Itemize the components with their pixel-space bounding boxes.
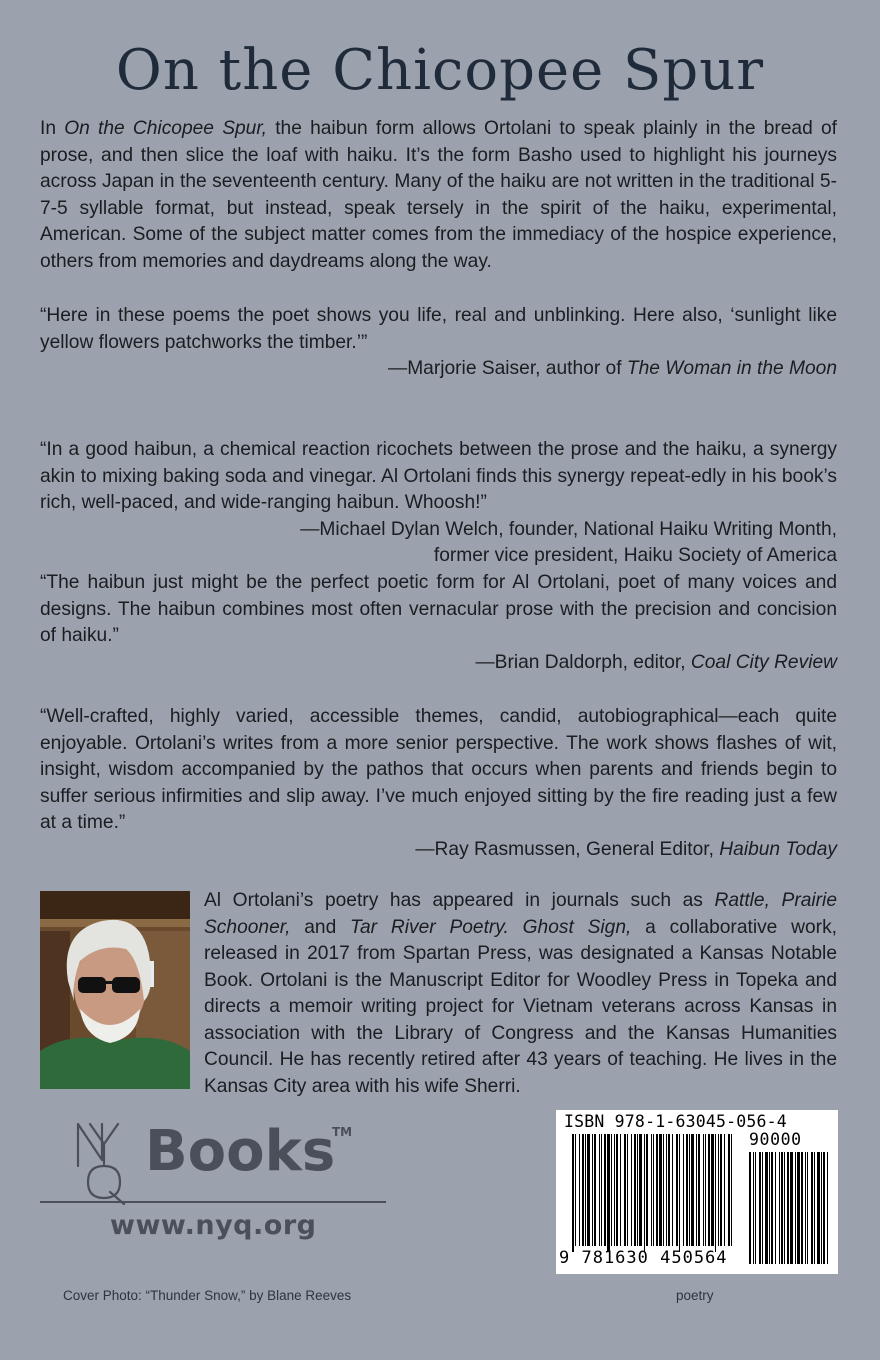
barcode-bar xyxy=(620,1134,621,1246)
barcode-bar xyxy=(691,1134,694,1246)
intro-book-title: On the Chicopee Spur, xyxy=(64,118,267,139)
blurb-attribution: —Brian Daldorph, editor, Coal City Review xyxy=(475,651,837,673)
barcode-bar xyxy=(666,1134,667,1246)
addon-bar xyxy=(755,1152,756,1264)
blurb-saiser xyxy=(40,303,837,383)
barcode-bar xyxy=(683,1134,684,1246)
blurb-rasmussen xyxy=(40,704,837,863)
addon-bar xyxy=(779,1152,780,1264)
barcode-bar xyxy=(607,1134,610,1252)
addon-bar xyxy=(821,1152,822,1264)
barcode-bar xyxy=(672,1134,673,1246)
barcode-bar xyxy=(611,1134,612,1246)
addon-bar xyxy=(827,1152,828,1264)
addon-bar xyxy=(759,1152,761,1264)
barcode-bar xyxy=(582,1134,584,1246)
addon-bar xyxy=(823,1152,825,1264)
barcode-bar xyxy=(715,1134,716,1252)
barcode-bar xyxy=(653,1134,654,1246)
blurb-welch xyxy=(40,437,837,570)
barcode-bar xyxy=(627,1134,628,1246)
isbn-label: ISBN 978-1-63045-056-4 xyxy=(564,1112,787,1131)
addon-bar xyxy=(811,1152,813,1264)
barcode-bar xyxy=(631,1134,632,1246)
addon-bar xyxy=(805,1152,806,1264)
book-title: On the Chicopee Spur xyxy=(115,38,765,103)
barcode-bar xyxy=(718,1134,719,1246)
barcode-bar xyxy=(663,1134,664,1246)
barcode-bar xyxy=(646,1134,648,1246)
barcode-bar xyxy=(585,1134,586,1246)
addon-bar xyxy=(807,1152,808,1264)
barcode-bar xyxy=(634,1134,636,1246)
addon-bar xyxy=(775,1152,776,1264)
barcode-bar xyxy=(689,1134,690,1246)
addon-bar xyxy=(801,1152,803,1264)
barcode-bar xyxy=(579,1134,580,1246)
addon-bar xyxy=(814,1152,815,1264)
isbn-barcode xyxy=(556,1110,838,1274)
cover-photo-credit: Cover Photo: “Thunder Snow,” by Blane Reeves xyxy=(63,1288,352,1303)
author-photo xyxy=(40,891,190,1089)
barcode-bar xyxy=(614,1134,615,1246)
blurb-quote: “Well-crafted, highly varied, accessible themes, candid, autobiographical—each quite enjoyable. Ortolani’s writes from a more senior perspective. The work shows flashes of wit, insight, wisdom accompanied by the pathos that occurs when parents and friends begin to suffer serious infirmities and slip away. I’ve much enjoyed sitting by the fire reading just a few at a time.” xyxy=(40,706,837,833)
barcode-bar xyxy=(731,1134,732,1246)
blurb-attribution: —Ray Rasmussen, General Editor, Haibun Today xyxy=(415,838,837,860)
blurb-quote: “Here in these poems the poet shows you life, real and unblinking. Here also, ‘sunlight like yellow flowers patchworks the timber.’” xyxy=(40,305,837,353)
addon-bar xyxy=(795,1152,796,1264)
barcode-bar xyxy=(651,1134,652,1246)
barcode-bar xyxy=(698,1134,700,1246)
barcode-bar xyxy=(575,1134,576,1246)
addon-bar xyxy=(762,1152,763,1264)
barcode-bar xyxy=(696,1134,697,1246)
barcode-bar xyxy=(637,1134,638,1246)
author-bio: Al Ortolani’s poetry has appeared in journals such as Rattle, Prairie Schooner, and Tar River Poetry. Ghost Sign, a collaborative work, released in 2017 from Spartan Press, was designated a Kansas Notable Book. Ortolani is the Manuscript Editor for Woodley Press in Topeka and directs a memoir writing project for Vietnam veterans across Kansas in association with the Library of Congress and the Kansas Humanities Council. He has recently retired after 43 years of teaching. He lives in the Kansas City area with his wife Sherri. xyxy=(204,890,837,1097)
genre-label: poetry xyxy=(676,1288,714,1303)
blurb-attribution-line2: former vice president, Haiku Society of America xyxy=(433,545,837,566)
blurb-attribution: —Michael Dylan Welch, founder, National Haiku Writing Month, xyxy=(300,518,837,540)
barcode-bar xyxy=(676,1134,678,1246)
barcode-bar xyxy=(705,1134,706,1246)
publisher-url: www.nyq.org xyxy=(110,1210,317,1241)
addon-bar xyxy=(781,1152,783,1264)
addon-bar xyxy=(771,1152,773,1264)
addon-bar xyxy=(765,1152,768,1264)
blurb-attribution: —Marjorie Saiser, author of The Woman in the Moon xyxy=(388,358,837,379)
addon-bar xyxy=(753,1152,754,1264)
barcode-bar xyxy=(668,1134,670,1246)
barcode-bar xyxy=(604,1134,606,1246)
logo-divider xyxy=(40,1201,386,1203)
barcode-bar xyxy=(639,1134,642,1246)
barcode-bar xyxy=(656,1134,658,1246)
addon-bar xyxy=(797,1152,800,1264)
price-addon: 90000 xyxy=(749,1130,802,1149)
barcode-bar xyxy=(659,1134,662,1246)
barcode-bar xyxy=(601,1134,602,1246)
barcode-bar xyxy=(686,1134,688,1246)
intro-paragraph: In On the Chicopee Spur, the haibun form allows Ortolani to speak plainly in the bread of prose, and then slice the loaf with haiku. It’s the form Basho used to highlight his journeys across Japan in the seventeenth century. Many of the haiku are not written in the traditional 5-7-5 syllable format, but instead, speak tersely in the spirit of the haiku, experimental, American. Some of the subject matter comes from the immediacy of the hospice experience, others from memories and daydreams along the way. xyxy=(40,118,837,272)
barcode-bar xyxy=(587,1134,590,1246)
barcode-bar xyxy=(679,1134,680,1252)
ean-digits: 9 781630 450564 xyxy=(559,1248,728,1268)
barcode-bar xyxy=(711,1134,714,1246)
blurb-quote: “In a good haibun, a chemical reaction ricochets between the prose and the haiku, a synergy akin to mixing baking soda and vinegar. Al Ortolani finds this synergy repeat-edly in his book’s rich, well-paced, and wide-ranging haibun. Whoosh!” xyxy=(40,439,837,513)
addon-bar xyxy=(769,1152,770,1264)
barcode-bar xyxy=(644,1134,645,1252)
barcode-bar xyxy=(592,1134,593,1246)
barcode-bar xyxy=(703,1134,704,1246)
addon-bar xyxy=(749,1152,751,1264)
barcode-bar xyxy=(708,1134,710,1246)
blurb-quote: “The haibun just might be the perfect poetic form for Al Ortolani, poet of many voices and designs. The haibun combines most often vernacular prose with the precision and concision of haiku.” xyxy=(40,572,837,646)
addon-bar xyxy=(790,1152,793,1264)
trademark: TM xyxy=(332,1125,353,1139)
barcode-bar xyxy=(572,1134,574,1252)
barcode-bar xyxy=(728,1134,730,1246)
barcode-bar xyxy=(599,1134,600,1246)
blurb-daldorph xyxy=(40,570,837,676)
publisher-name: Books xyxy=(145,1119,336,1184)
addon-bar xyxy=(787,1152,789,1264)
barcode-bar xyxy=(616,1134,618,1246)
addon-bar xyxy=(784,1152,785,1264)
barcode-bar xyxy=(720,1134,722,1246)
barcode-bar xyxy=(624,1134,626,1246)
barcode-bar xyxy=(594,1134,596,1246)
addon-bar xyxy=(817,1152,820,1264)
barcode-bar xyxy=(724,1134,725,1246)
